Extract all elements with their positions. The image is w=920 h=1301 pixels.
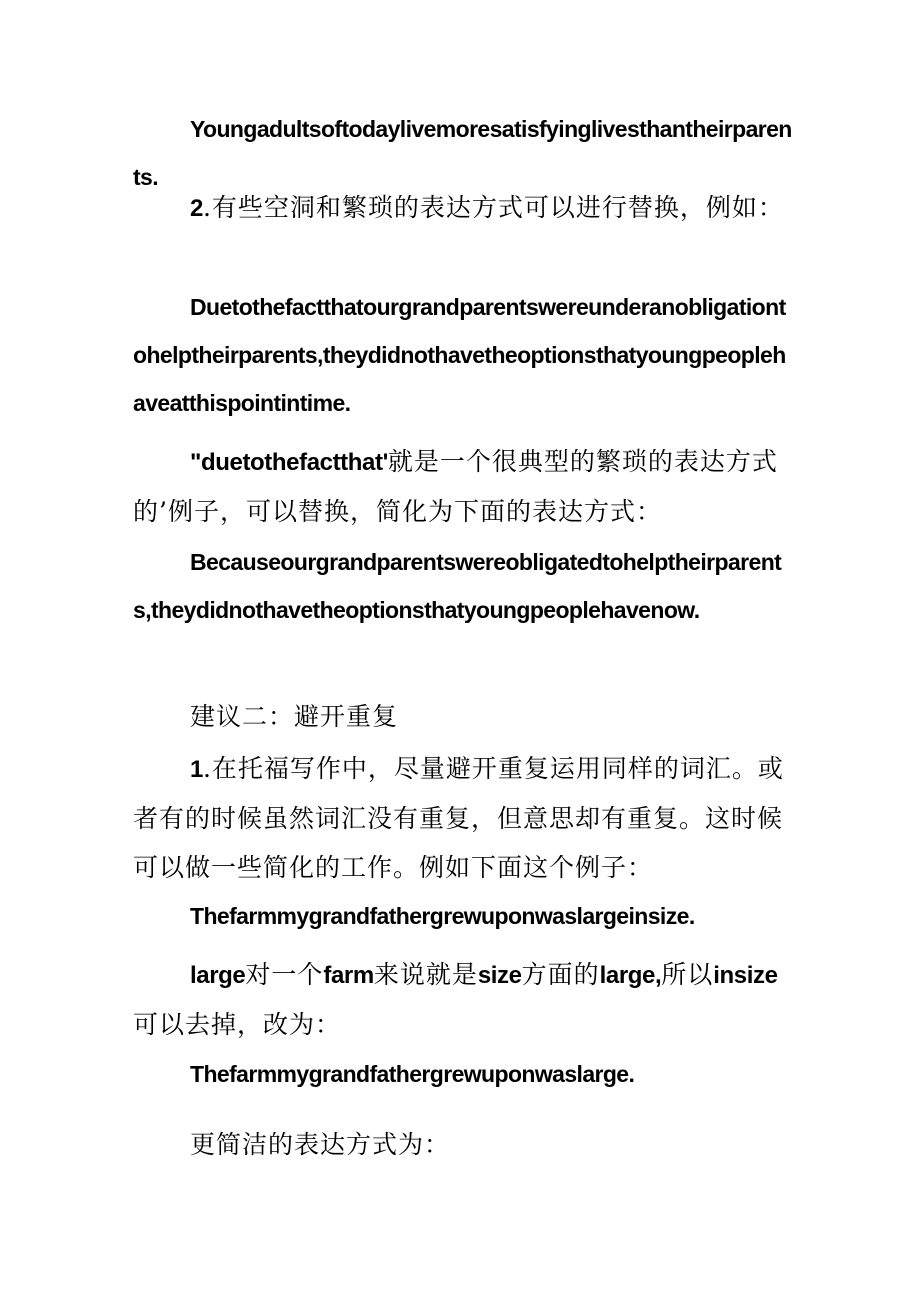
point-number: 1 xyxy=(190,756,203,783)
example-sentence-5: Thefarmmygrandfathergrewuponwaslarge. xyxy=(190,1061,635,1087)
point-text: .有些空洞和繁琐的表达方式可以进行替换，例如： xyxy=(202,193,784,222)
explanation-paragraph-2 xyxy=(133,950,793,1049)
section-heading: 建议二：避开重复 xyxy=(190,702,399,731)
example-sentence-3: Becauseourgrandparentswereobligatedtohelptheirparents,theydidnothavetheoptionsthatyoungpeoplehavenow. xyxy=(133,549,782,623)
term-size: size xyxy=(477,962,522,989)
explanation-text: 方面的 xyxy=(521,960,600,989)
tip-point-2 xyxy=(133,183,793,233)
explanation-paragraph-1 xyxy=(133,437,793,536)
example-sentence-2: Duetothefactthatourgrandparentswereunderanobligationtohelptheirparents,theydidnothavetheoptionsthatyoungpeoplehaveatthispointintime. xyxy=(133,294,786,416)
example-sentence-1: Youngadultsoftodaylivemoresatisfyinglivesthantheirparents. xyxy=(133,116,792,190)
term-farm: farm xyxy=(323,962,374,989)
explanation-text: 对一个 xyxy=(245,960,324,989)
term-large: large xyxy=(190,962,246,989)
closing-line: 更简洁的表达方式为： xyxy=(190,1130,451,1159)
tip-point-1 xyxy=(133,744,793,892)
point-text: .在托福写作中，尽量避开重复运用同样的词汇。或者有的时候虽然词汇没有重复，但意思却有重复。这时候可以做一些简化的工作。例如下面这个例子： xyxy=(133,754,784,882)
explanation-text: 所以 xyxy=(661,960,714,989)
explanation-text: 可以去掉，改为： xyxy=(133,1010,342,1039)
explanation-text: 来说就是 xyxy=(373,960,478,989)
term-insize: insize xyxy=(713,962,778,989)
explanation-text: 就是一个很典型的繁琐的表达方式的’例子，可以替换，简化为下面的表达方式： xyxy=(133,447,778,526)
term-large-comma: large, xyxy=(599,962,662,989)
example-sentence-4: Thefarmmygrandfathergrewuponwaslargeinsize. xyxy=(190,903,695,929)
quoted-phrase: "duetothefactthat' xyxy=(190,449,388,476)
point-number: 2 xyxy=(190,195,203,222)
